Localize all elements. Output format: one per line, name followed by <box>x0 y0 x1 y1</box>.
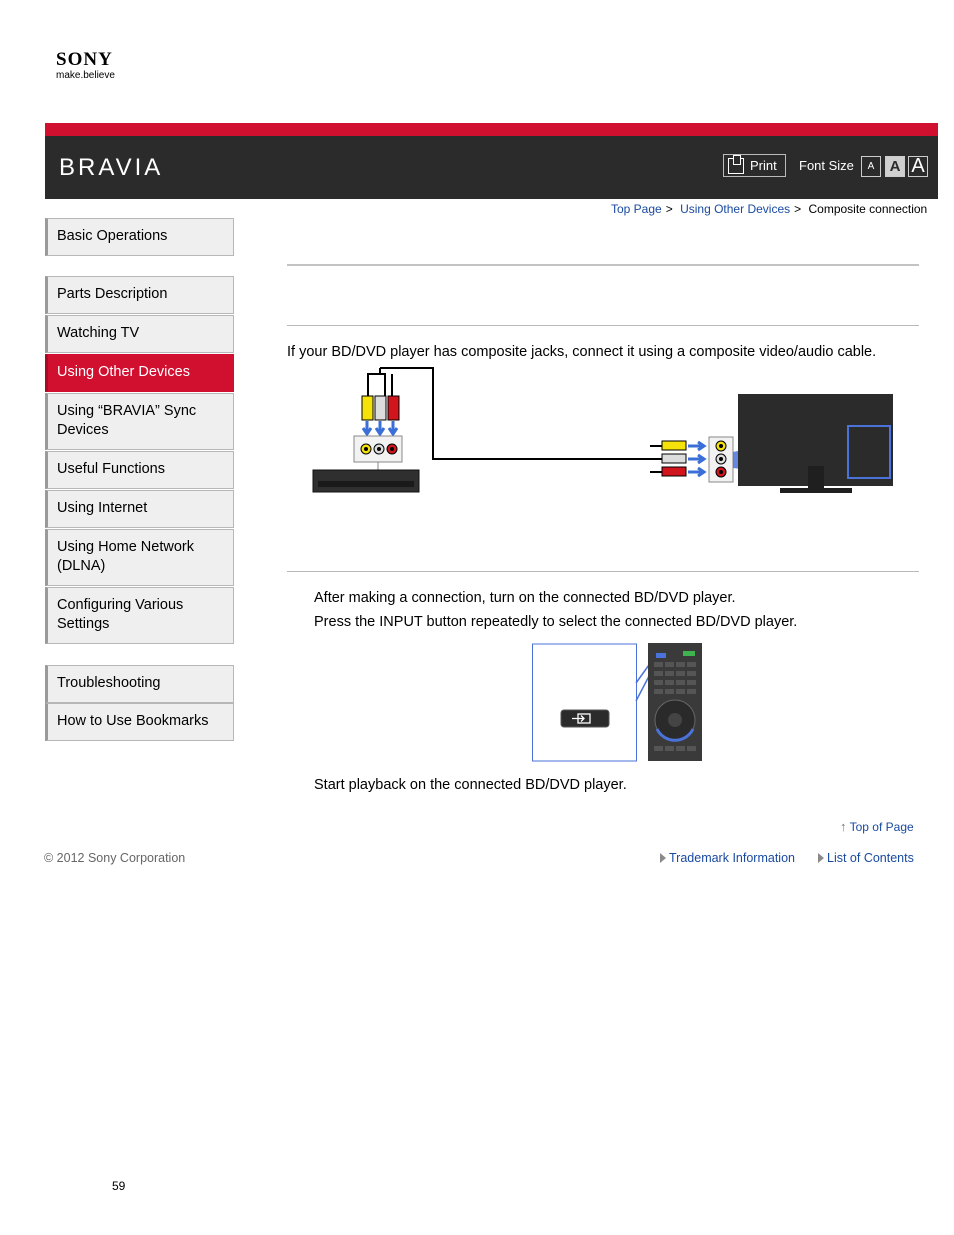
breadcrumb-separator: > <box>665 202 673 216</box>
sidebar-item-watching-tv[interactable]: Watching TV <box>45 315 234 353</box>
page-number: 59 <box>112 1179 126 1193</box>
print-icon <box>728 158 744 174</box>
sidebar-item-bravia-sync-devices[interactable]: Using “BRAVIA” Sync Devices <box>45 393 234 450</box>
sidebar-item-using-other-devices[interactable]: Using Other Devices <box>45 354 234 392</box>
steps-divider <box>287 571 919 572</box>
triangle-right-icon <box>818 853 824 863</box>
composite-connection-diagram <box>310 366 900 500</box>
header-accent-bar <box>45 123 938 136</box>
top-of-page-label: Top of Page <box>849 820 914 834</box>
list-of-contents-link[interactable] <box>818 851 914 865</box>
sony-tagline: make.believe <box>56 70 115 81</box>
step-2-text: Press the INPUT button repeatedly to select the connected BD/DVD player. <box>314 614 798 630</box>
section-divider <box>287 325 919 326</box>
font-size-label: Font Size <box>799 158 854 173</box>
intro-text: If your BD/DVD player has composite jacks, connect it using a composite video/audio cable. <box>287 344 877 360</box>
print-button-label: Print <box>750 158 777 173</box>
sidebar-item-using-internet[interactable]: Using Internet <box>45 490 234 528</box>
font-size-medium-button[interactable]: A <box>885 156 905 177</box>
title-divider <box>287 264 919 266</box>
font-size-large-button[interactable]: A <box>908 156 928 177</box>
breadcrumb <box>611 202 927 216</box>
sidebar-item-basic-operations[interactable]: Basic Operations <box>45 218 234 256</box>
breadcrumb-top-page[interactable]: Top Page <box>611 202 662 216</box>
breadcrumb-separator: > <box>794 202 802 216</box>
sidebar-item-useful-functions[interactable]: Useful Functions <box>45 451 234 489</box>
breadcrumb-using-other-devices[interactable]: Using Other Devices <box>680 202 791 216</box>
step-3-text: Start playback on the connected BD/DVD player. <box>314 777 627 793</box>
sony-wordmark: SONY <box>56 49 113 70</box>
sony-logo <box>56 50 115 82</box>
breadcrumb-current: Composite connection <box>808 202 928 216</box>
header-bar <box>45 136 938 199</box>
remote-input-button-diagram <box>532 643 704 763</box>
trademark-link-label: Trademark Information <box>669 851 795 865</box>
bravia-logo: BRAVIA <box>59 154 164 181</box>
up-arrow-icon: ↑ <box>840 819 847 834</box>
print-button[interactable] <box>723 154 786 177</box>
sidebar-item-troubleshooting[interactable]: Troubleshooting <box>45 665 234 703</box>
top-of-page-link[interactable] <box>840 819 914 834</box>
triangle-right-icon <box>660 853 666 863</box>
step-1-text: After making a connection, turn on the connected BD/DVD player. <box>314 590 736 606</box>
sidebar-item-bookmarks[interactable]: How to Use Bookmarks <box>45 703 234 741</box>
font-size-small-button[interactable]: A <box>861 156 881 177</box>
copyright: © 2012 Sony Corporation <box>44 851 186 865</box>
sidebar-item-configuring-settings[interactable]: Configuring Various Settings <box>45 587 234 644</box>
sidebar-item-parts-description[interactable]: Parts Description <box>45 276 234 314</box>
contents-link-label: List of Contents <box>827 851 914 865</box>
trademark-link[interactable] <box>660 851 795 865</box>
sidebar-item-home-network[interactable]: Using Home Network (DLNA) <box>45 529 234 586</box>
